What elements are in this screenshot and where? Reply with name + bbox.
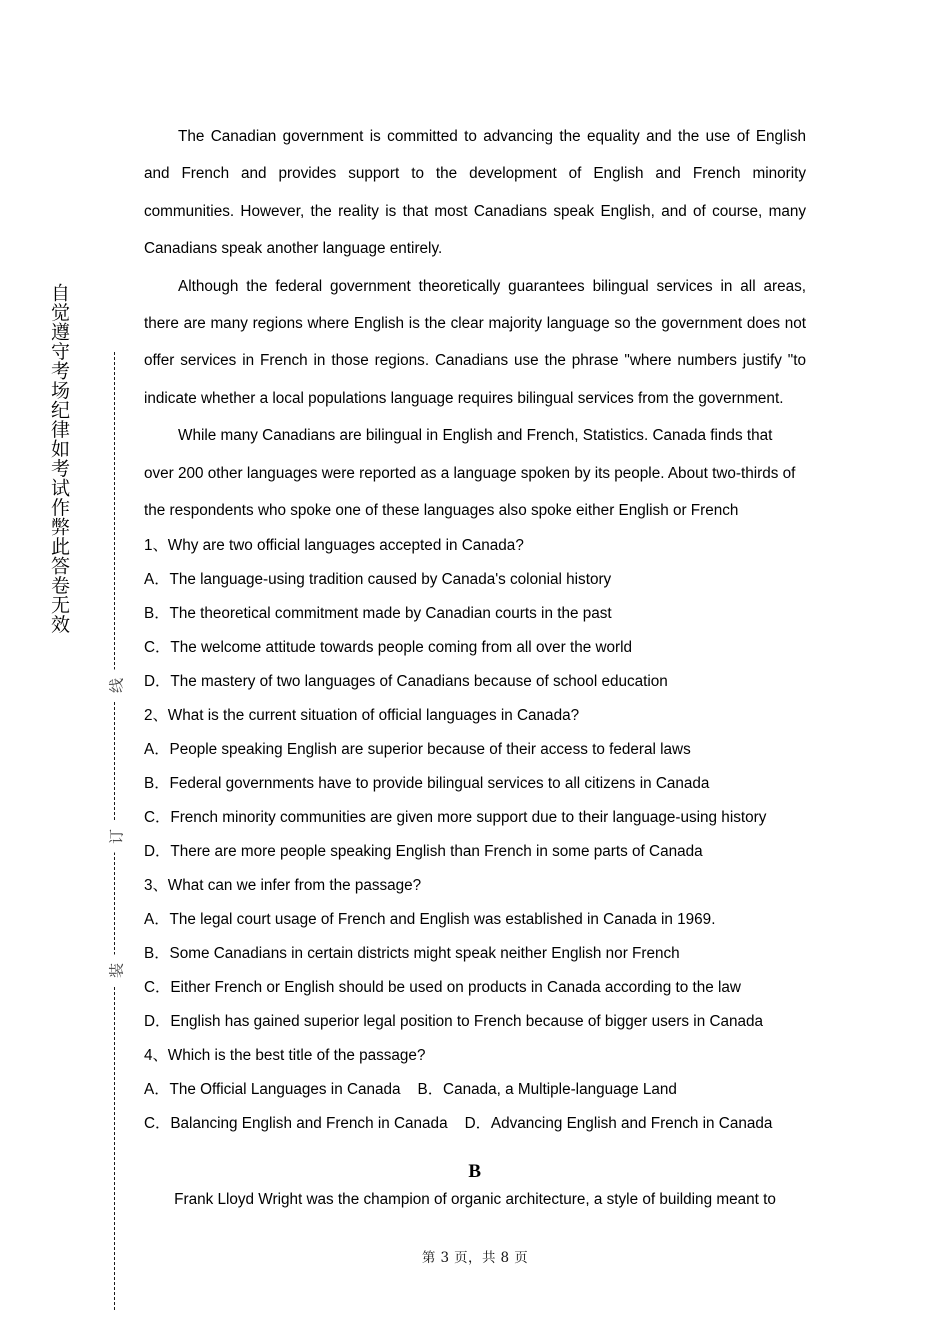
binding-char-ding: 订 [103,821,130,853]
page-footer: 第 3 页，共 8 页 [421,1250,529,1266]
binding-char-zhuang: 装 [103,955,130,987]
question-2-stem: 2、What is the current situation of official languages in Canada? [144,707,580,725]
question-1-option-b[interactable]: B．The theoretical commitment made by Canadian courts in the past [144,605,612,623]
section-b-heading: B [468,1161,482,1182]
section-b-paragraph: Frank Lloyd Wright was the champion of organic architecture, a style of building meant to [174,1191,776,1208]
question-1-option-c[interactable]: C．The welcome attitude towards people coming from all over the world [144,639,633,657]
question-2-option-c[interactable]: C．French minority communities are given more support due to their language-using history [144,809,767,827]
question-1-option-a[interactable]: A．The language-using tradition caused by Canada's colonial history [144,571,612,589]
passage-paragraph-3: While many Canadians are bilingual in English and French, Statistics. Canada finds that over 200 other languages were reported as a language spoken by its people. About two-thirds of the respondents who spoke one of these languages also spoke either English or French [144,427,800,520]
document-body [144,118,811,1141]
question-4-option-cd[interactable]: C．Balancing English and French in Canada D．Advancing English and French in Canada [144,1115,773,1133]
question-3-option-b[interactable]: B．Some Canadians in certain districts might speak neither English nor French [144,945,680,963]
passage-paragraph-2: Although the federal government theoretically guarantees bilingual services in all areas, there are many regions where English is the clear majority language so the government does not offer services in French in those regions. Canadians use the phrase "where numbers justify "to indicate whether a local populations language requires bilingual services from the government. [144,277,811,407]
question-3-option-c[interactable]: C．Either French or English should be used on products in Canada according to the law [144,979,741,997]
question-4-option-ab[interactable]: A．The Official Languages in Canada B．Canada, a Multiple-language Land [144,1081,677,1099]
question-2-option-b[interactable]: B．Federal governments have to provide bilingual services to all citizens in Canada [144,775,710,793]
question-1-stem: 1、Why are two official languages accepted in Canada? [144,537,524,555]
question-2-option-d[interactable]: D．There are more people speaking English than French in some parts of Canada [144,843,703,861]
question-1-option-d[interactable]: D．The mastery of two languages of Canadians because of school education [144,673,668,691]
question-3-option-d[interactable]: D．English has gained superior legal position to French because of bigger users in Canada [144,1013,764,1031]
passage-paragraph-1: The Canadian government is committed to advancing the equality and the use of English and French and provides support to the development of English and French minority communities. However, the reality is that most Canadians speak English, and of course, many Canadians speak another language entirely. [144,128,811,258]
question-3-stem: 3、What can we infer from the passage? [144,877,422,895]
binding-char-xian: 线 [103,670,130,702]
question-2-option-a[interactable]: A．People speaking English are superior because of their access to federal laws [144,741,691,759]
question-4-stem: 4、Which is the best title of the passage? [144,1047,426,1065]
question-3-option-a[interactable]: A．The legal court usage of French and English was established in Canada in 1969. [144,911,716,929]
exam-discipline-notice: 自觉遵守考场纪律如考试作弊此答卷无效 [48,283,70,634]
